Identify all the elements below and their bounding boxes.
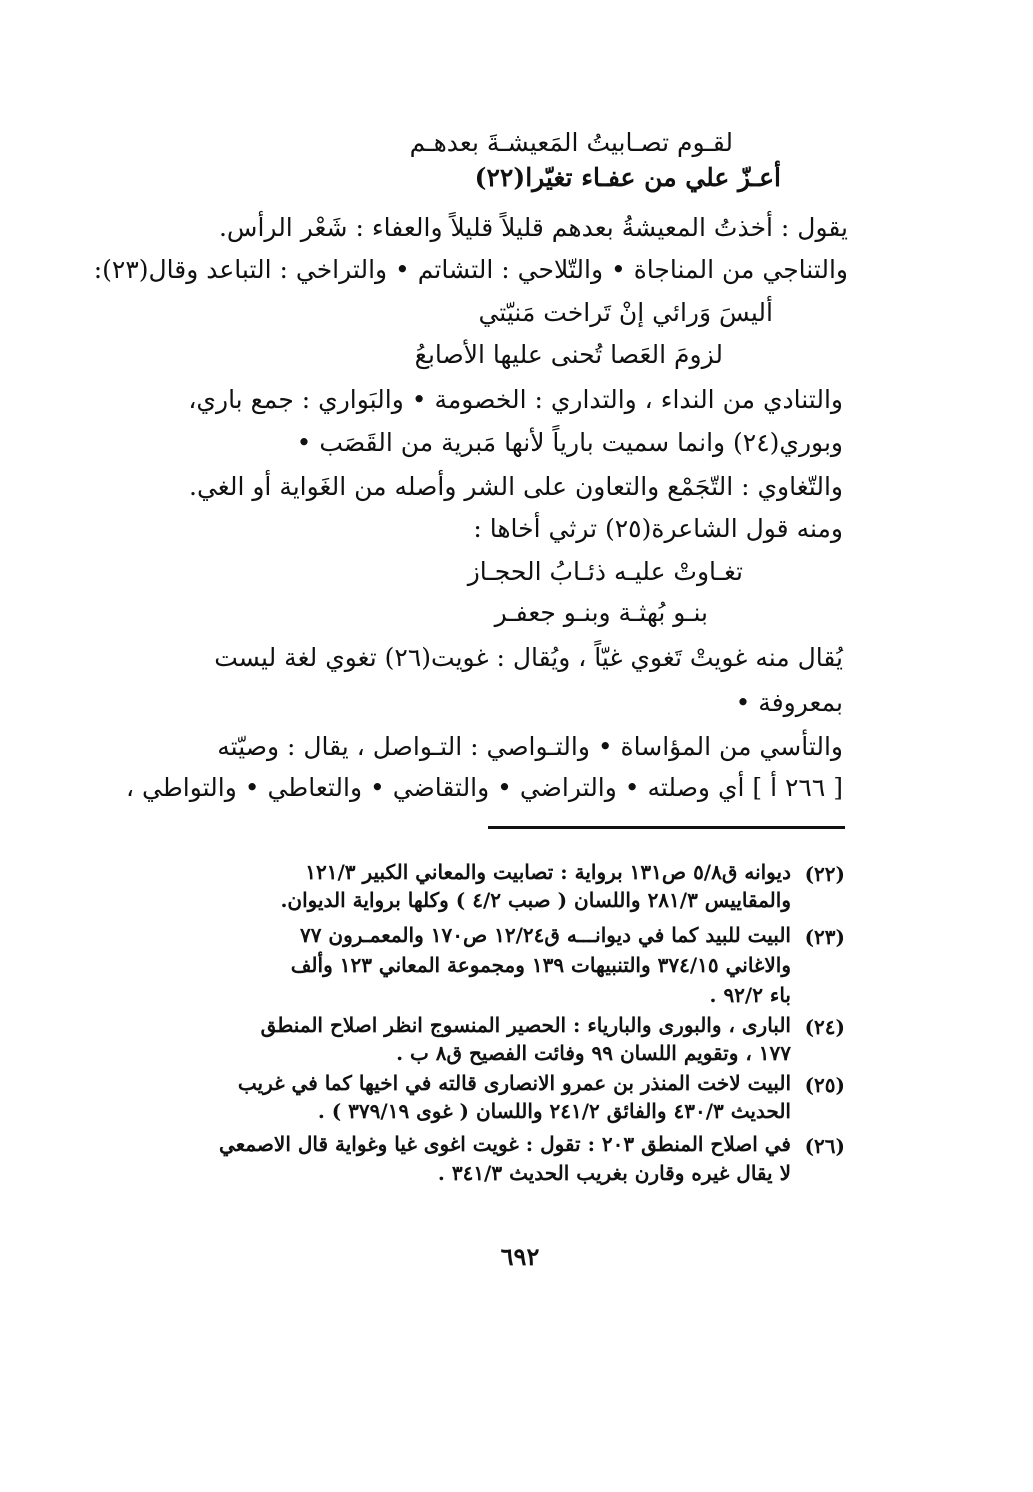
verse-line-5: تغـاوتْ عليـه ذئـابُ الحجـاز bbox=[467, 557, 743, 586]
footnote-number: (٢٢) bbox=[804, 862, 845, 886]
footnote-number: (٢٤) bbox=[804, 1015, 845, 1039]
body-line-4: وبوري(٢٤) وانما سميت بارياً لأنها مَبرية من القَصَب • bbox=[296, 428, 843, 457]
footnote-line: ديوانه ق٥/٨ ص١٣١ برواية : تصابيت والمعاني الكبير ١٢١/٣ bbox=[305, 860, 791, 884]
body-line-9: والتأسي من المؤاساة • والتـواصي : التـواصل ، يقال : وصيّته bbox=[217, 732, 843, 761]
footnote-line: البارى ، والبورى والبارياء : الحصير المنسوج انظر اصلاح المنطق bbox=[260, 1013, 791, 1037]
footnote-line: والاغاني ٣٧٤/١٥ والتنبيهات ١٣٩ ومجموعة المعاني ١٢٣ وألف bbox=[290, 953, 791, 977]
footnote-line: باء ٩٢/٢ . bbox=[709, 983, 791, 1007]
footnote-line: البيت لاخت المنذر بن عمرو الانصارى قالته في اخيها كما في غريب bbox=[237, 1071, 791, 1095]
verse-line-6: بنـو بُهثـة وبنـو جعفـر bbox=[494, 598, 708, 627]
footnote-line: والمقاييس ٢٨١/٣ واللسان ( صبب ٤/٢ ) وكلها برواية الديوان. bbox=[280, 888, 791, 912]
footnote-line: لا يقال غيره وقارن بغريب الحديث ٣٤١/٣ . bbox=[437, 1161, 791, 1185]
footnote-number: (٢٣) bbox=[804, 925, 845, 949]
footnote-line: ١٧٧ ، وتقويم اللسان ٩٩ وفائت الفصيح ق٨ ب . bbox=[396, 1041, 791, 1065]
verse-line-1: لقـوم تصـابيتُ المَعيشـةَ بعدهـم bbox=[409, 128, 733, 157]
body-line-7: يُقال منه غويتْ تَغوي غيّاً ، ويُقال : غويت(٢٦) تغوي لغة ليست bbox=[214, 643, 843, 672]
footnote-line: الحديث ٤٣٠/٣ والفائق ٢٤١/٢ واللسان ( غوى ٣٧٩/١٩ ) . bbox=[317, 1099, 791, 1123]
verse-line-3: أليسَ وَرائي إنْ تَراخت مَنيّتي bbox=[478, 298, 773, 327]
body-line-10: [ ٢٦٦ أ ] أي وصلته • والتراضي • والتقاضي • والتعاطي • والتواطي ، bbox=[126, 773, 843, 802]
body-line-2: والتناجي من المناجاة • والتّلاحي : التشاتم • والتراخي : التباعد وقال(٢٣): bbox=[93, 255, 848, 284]
page-number: ٦٩٢ bbox=[500, 1242, 540, 1271]
body-line-6: ومنه قول الشاعرة(٢٥) ترثي أخاها : bbox=[473, 514, 843, 543]
footnote-line: البيت للبيد كما في ديوانـــه ق١٢/٢٤ ص١٧٠ والمعمـرون ٧٧ bbox=[299, 923, 791, 947]
body-line-5: والتّغاوي : التّجَمْع والتعاون على الشر وأصله من الغَواية أو الغي. bbox=[189, 472, 843, 501]
footnote-separator bbox=[488, 826, 845, 829]
body-line-3: والتنادي من النداء ، والتداري : الخصومة • والبَواري : جمع باري، bbox=[188, 385, 843, 414]
footnote-number: (٢٦) bbox=[804, 1134, 845, 1158]
body-line-1: يقول : أخذتُ المعيشةُ بعدهم قليلاً قليلاً والعفاء : شَعْر الرأس. bbox=[218, 213, 848, 242]
verse-line-2: أعـزّ علي من عفـاء تغيّرا(٢٢) bbox=[474, 163, 781, 192]
verse-line-4: لزومَ العَصا تُحنى عليها الأصابعُ bbox=[414, 340, 723, 369]
footnote-line: في اصلاح المنطق ٢٠٣ : تقول : غويت اغوى غيا وغواية قال الاصمعي bbox=[219, 1132, 791, 1156]
footnote-number: (٢٥) bbox=[804, 1073, 845, 1097]
body-line-8: بمعروفة • bbox=[735, 688, 843, 717]
